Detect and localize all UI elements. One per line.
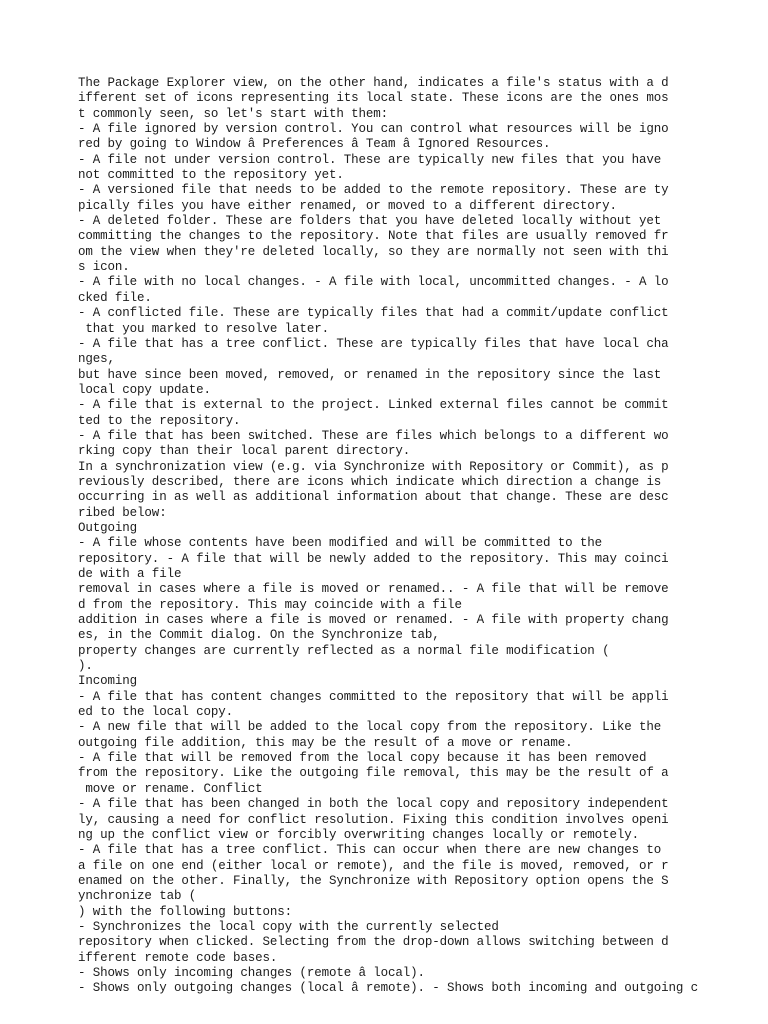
text-line: repository when clicked. Selecting from the drop-down allows switching between d	[78, 935, 669, 950]
text-line: ifferent set of icons representing its local state. These icons are the ones mos	[78, 91, 669, 106]
text-line: om the view when they're deleted locally, so they are normally not seen with thi	[78, 244, 669, 259]
text-line: The Package Explorer view, on the other hand, indicates a file's status with a d	[78, 76, 669, 90]
text-line: move or rename. Conflict	[78, 781, 263, 796]
text-line: - A file with no local changes. - A file with local, uncommitted changes. - A lo	[78, 275, 669, 290]
text-line: ly, causing a need for conflict resolution. Fixing this condition involves openi	[78, 812, 669, 827]
text-line: rking copy than their local parent directory.	[78, 444, 411, 459]
text-line: cked file.	[78, 290, 152, 305]
text-line: - A file that has content changes committed to the repository that will be appli	[78, 689, 669, 704]
text-line: - A file ignored by version control. You can control what resources will be igno	[78, 122, 669, 137]
text-line: ng up the conflict view or forcibly overwriting changes locally or remotely.	[78, 827, 639, 842]
text-line: - A deleted folder. These are folders that you have deleted locally without yet	[78, 214, 662, 229]
text-line: d from the repository. This may coincide with a file	[78, 597, 462, 612]
text-line: ynchronize tab (	[78, 889, 197, 904]
text-line: - Shows only incoming changes (remote â local).	[78, 965, 425, 980]
text-line: reviously described, there are icons which indicate which direction a change is	[78, 474, 662, 489]
text-line: - A file that is external to the project. Linked external files cannot be commit	[78, 398, 669, 413]
text-line: - A file that will be removed from the local copy because it has been removed	[78, 751, 647, 766]
text-line: ted to the repository.	[78, 413, 241, 428]
text-line: - A file that has been switched. These are files which belongs to a different wo	[78, 428, 669, 443]
text-line: enamed on the other. Finally, the Synchronize with Repository option opens the S	[78, 873, 669, 888]
text-line: ed to the local copy.	[78, 705, 234, 720]
text-line: es, in the Commit dialog. On the Synchronize tab,	[78, 628, 440, 643]
document-page	[78, 76, 768, 997]
text-line: but have since been moved, removed, or renamed in the repository since the last	[78, 367, 662, 382]
text-line: removal in cases where a file is moved or renamed.. - A file that will be remove	[78, 582, 669, 597]
text-line: de with a file	[78, 567, 182, 581]
text-line: - Synchronizes the local copy with the currently selected	[78, 919, 499, 934]
text-line: - A file that has a tree conflict. These are typically files that have local cha	[78, 336, 669, 351]
text-line: - A file whose contents have been modified and will be committed to the	[78, 536, 603, 551]
text-line: property changes are currently reflected as a normal file modification (	[78, 643, 610, 658]
text-line: s icon.	[78, 260, 130, 275]
text-line: Outgoing	[78, 520, 138, 535]
text-line: pically files you have either renamed, or moved to a different directory.	[78, 198, 617, 213]
text-line: repository. - A file that will be newly added to the repository. This may coinci	[78, 551, 669, 566]
text-line: local copy update.	[78, 382, 211, 397]
text-line: not committed to the repository yet.	[78, 168, 344, 183]
text-line: - Shows only outgoing changes (local â remote). - Shows both incoming and outgoing c	[78, 981, 699, 996]
text-line: Incoming	[78, 674, 138, 689]
text-line: committing the changes to the repository. Note that files are usually removed fr	[78, 229, 669, 244]
text-line: - A new file that will be added to the local copy from the repository. Like the	[78, 720, 662, 735]
text-line: a file on one end (either local or remote), and the file is moved, removed, or r	[78, 858, 669, 873]
text-line: t commonly seen, so let's start with them:	[78, 106, 389, 121]
text-line: - A versioned file that needs to be added to the remote repository. These are ty	[78, 183, 669, 198]
text-line: occurring in as well as additional information about that change. These are desc	[78, 490, 669, 505]
text-line: - A file that has a tree conflict. This can occur when there are new changes to	[78, 843, 662, 858]
text-line: red by going to Window â Preferences â Team â Ignored Resources.	[78, 137, 551, 152]
text-line: ifferent remote code bases.	[78, 950, 278, 965]
text-line: - A file that has been changed in both the local copy and repository independent	[78, 797, 669, 812]
text-line: outgoing file addition, this may be the result of a move or rename.	[78, 735, 573, 750]
text-line: ribed below:	[78, 505, 167, 520]
text-line: from the repository. Like the outgoing file removal, this may be the result of a	[78, 766, 669, 781]
text-line: ).	[78, 659, 93, 674]
text-line: ) with the following buttons:	[78, 904, 293, 919]
text-line: addition in cases where a file is moved or renamed. - A file with property chang	[78, 613, 669, 628]
text-line: nges,	[78, 352, 115, 367]
text-line: - A file not under version control. These are typically new files that you have	[78, 152, 662, 167]
text-line: that you marked to resolve later.	[78, 321, 329, 336]
text-line: In a synchronization view (e.g. via Synchronize with Repository or Commit), as p	[78, 459, 669, 474]
text-line: - A conflicted file. These are typically files that had a commit/update conflict	[78, 306, 669, 321]
